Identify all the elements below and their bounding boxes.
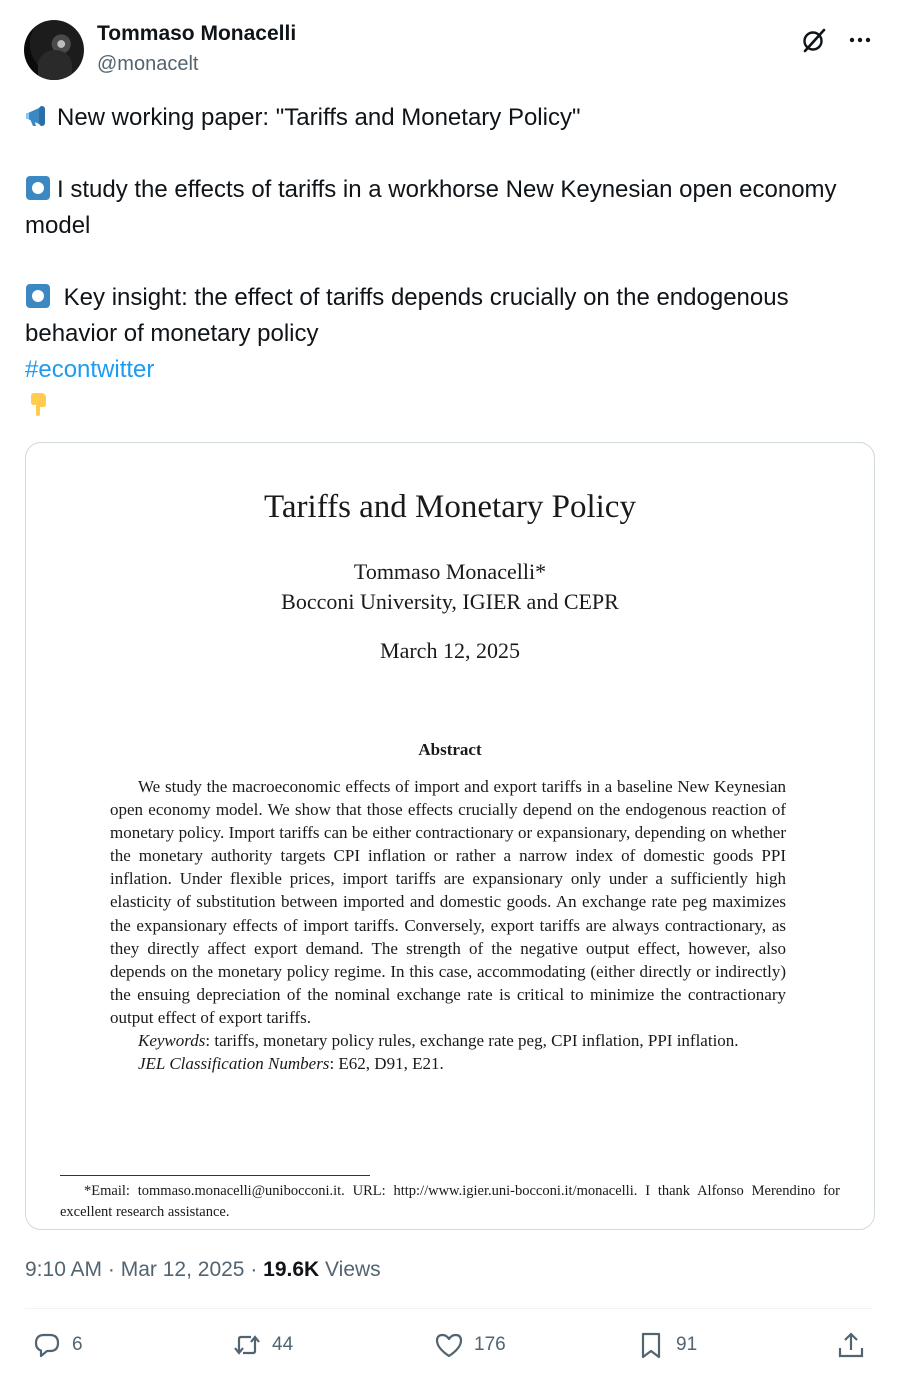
tweet-text bbox=[25, 100, 875, 424]
tweet-time[interactable]: 9:10 AM bbox=[25, 1258, 103, 1281]
paper-title: Tariffs and Monetary Policy bbox=[264, 489, 636, 525]
author-handle[interactable]: @monacelt bbox=[97, 53, 199, 75]
repost-count: 44 bbox=[272, 1334, 294, 1355]
footnote-text: *Email: tommaso.monacelli@unibocconi.it. URL: http://www.igier.uni-bocconi.it/monacelli. I thank Alfonso Merendino for excellent research assistance. bbox=[60, 1183, 840, 1220]
author-name[interactable]: Tommaso Monacelli bbox=[97, 22, 297, 45]
grok-icon[interactable] bbox=[800, 26, 828, 54]
jel-text: : E62, D91, E21. bbox=[329, 1054, 444, 1074]
avatar[interactable] bbox=[24, 20, 84, 80]
like-button[interactable] bbox=[434, 1330, 506, 1360]
pointing-down-icon bbox=[25, 391, 51, 417]
keywords-label: Keywords bbox=[138, 1031, 206, 1051]
paper-author: Tommaso Monacelli* bbox=[353, 559, 547, 584]
megaphone-icon bbox=[25, 103, 51, 129]
share-icon bbox=[836, 1330, 866, 1360]
keywords-line bbox=[110, 1029, 786, 1052]
jel-line bbox=[110, 1052, 786, 1075]
tweet-meta: 9:10 AM · Mar 12, 2025 · 19.6K Views bbox=[25, 1258, 381, 1281]
blue-square-icon bbox=[25, 283, 51, 309]
attached-image[interactable] bbox=[25, 442, 875, 1230]
bookmark-count: 91 bbox=[676, 1334, 698, 1355]
repost-button[interactable] bbox=[232, 1330, 293, 1360]
footnote-rule bbox=[60, 1175, 370, 1176]
reply-count: 6 bbox=[72, 1334, 83, 1355]
share-button[interactable] bbox=[836, 1330, 866, 1360]
repost-icon bbox=[232, 1330, 262, 1360]
tweet-line-2: I study the effects of tariffs in a workhorse New Keynesian open economy model bbox=[25, 176, 837, 239]
like-count: 176 bbox=[474, 1334, 506, 1355]
bookmark-button[interactable] bbox=[636, 1330, 697, 1360]
views-count: 19.6K bbox=[263, 1258, 320, 1281]
abstract-text: We study the macroeconomic effects of import and export tariffs in a baseline New Keynesian open economy model. We show that those effects crucially depend on the endogenous reaction of monetary policy. Import tariffs can be either contractionary or expansionary, depending on whether the monetary authority targets CPI inflation or rather a narrow index of domestic goods PPI inflation. Under flexible prices, import tariffs are expansionary only under a sufficiently high elasticity of substitution between imported and domestic goods. An exchange rate peg maximizes the expansionary effects of import tariffs. Conversely, export tariffs are always contractionary, as they directly affect export demand. The strength of the negative output effect, however, also depends on the monetary policy regime. In this case, accommodating (either directly or indirectly) the ensuing depreciation of the nominal exchange rate is critical to minimize the contractionary output effect of export tariffs. bbox=[110, 777, 786, 1027]
reply-icon bbox=[32, 1330, 62, 1360]
more-options-icon[interactable] bbox=[846, 26, 874, 54]
footnote bbox=[60, 1181, 840, 1223]
tweet-line-1: New working paper: "Tariffs and Monetary Policy" bbox=[57, 104, 581, 131]
keywords-text: : tariffs, monetary policy rules, exchange rate peg, CPI inflation, PPI inflation. bbox=[205, 1031, 739, 1051]
abstract-heading: Abstract bbox=[418, 740, 482, 759]
divider bbox=[25, 1308, 873, 1309]
heart-icon bbox=[434, 1330, 464, 1360]
tweet-line-3: Key insight: the effect of tariffs depends crucially on the endogenous behavior of monetary policy bbox=[25, 284, 789, 347]
abstract-body bbox=[110, 775, 786, 1075]
paper-date: March 12, 2025 bbox=[380, 638, 520, 663]
jel-label: JEL Classification Numbers bbox=[138, 1054, 330, 1074]
bookmark-icon bbox=[636, 1330, 666, 1360]
hashtag-link[interactable]: #econtwitter bbox=[25, 356, 155, 383]
views-label: Views bbox=[325, 1258, 381, 1281]
tweet-date[interactable]: Mar 12, 2025 bbox=[120, 1258, 245, 1281]
paper-affiliation: Bocconi University, IGIER and CEPR bbox=[281, 589, 619, 614]
reply-button[interactable] bbox=[32, 1330, 83, 1360]
blue-square-icon bbox=[25, 175, 51, 201]
